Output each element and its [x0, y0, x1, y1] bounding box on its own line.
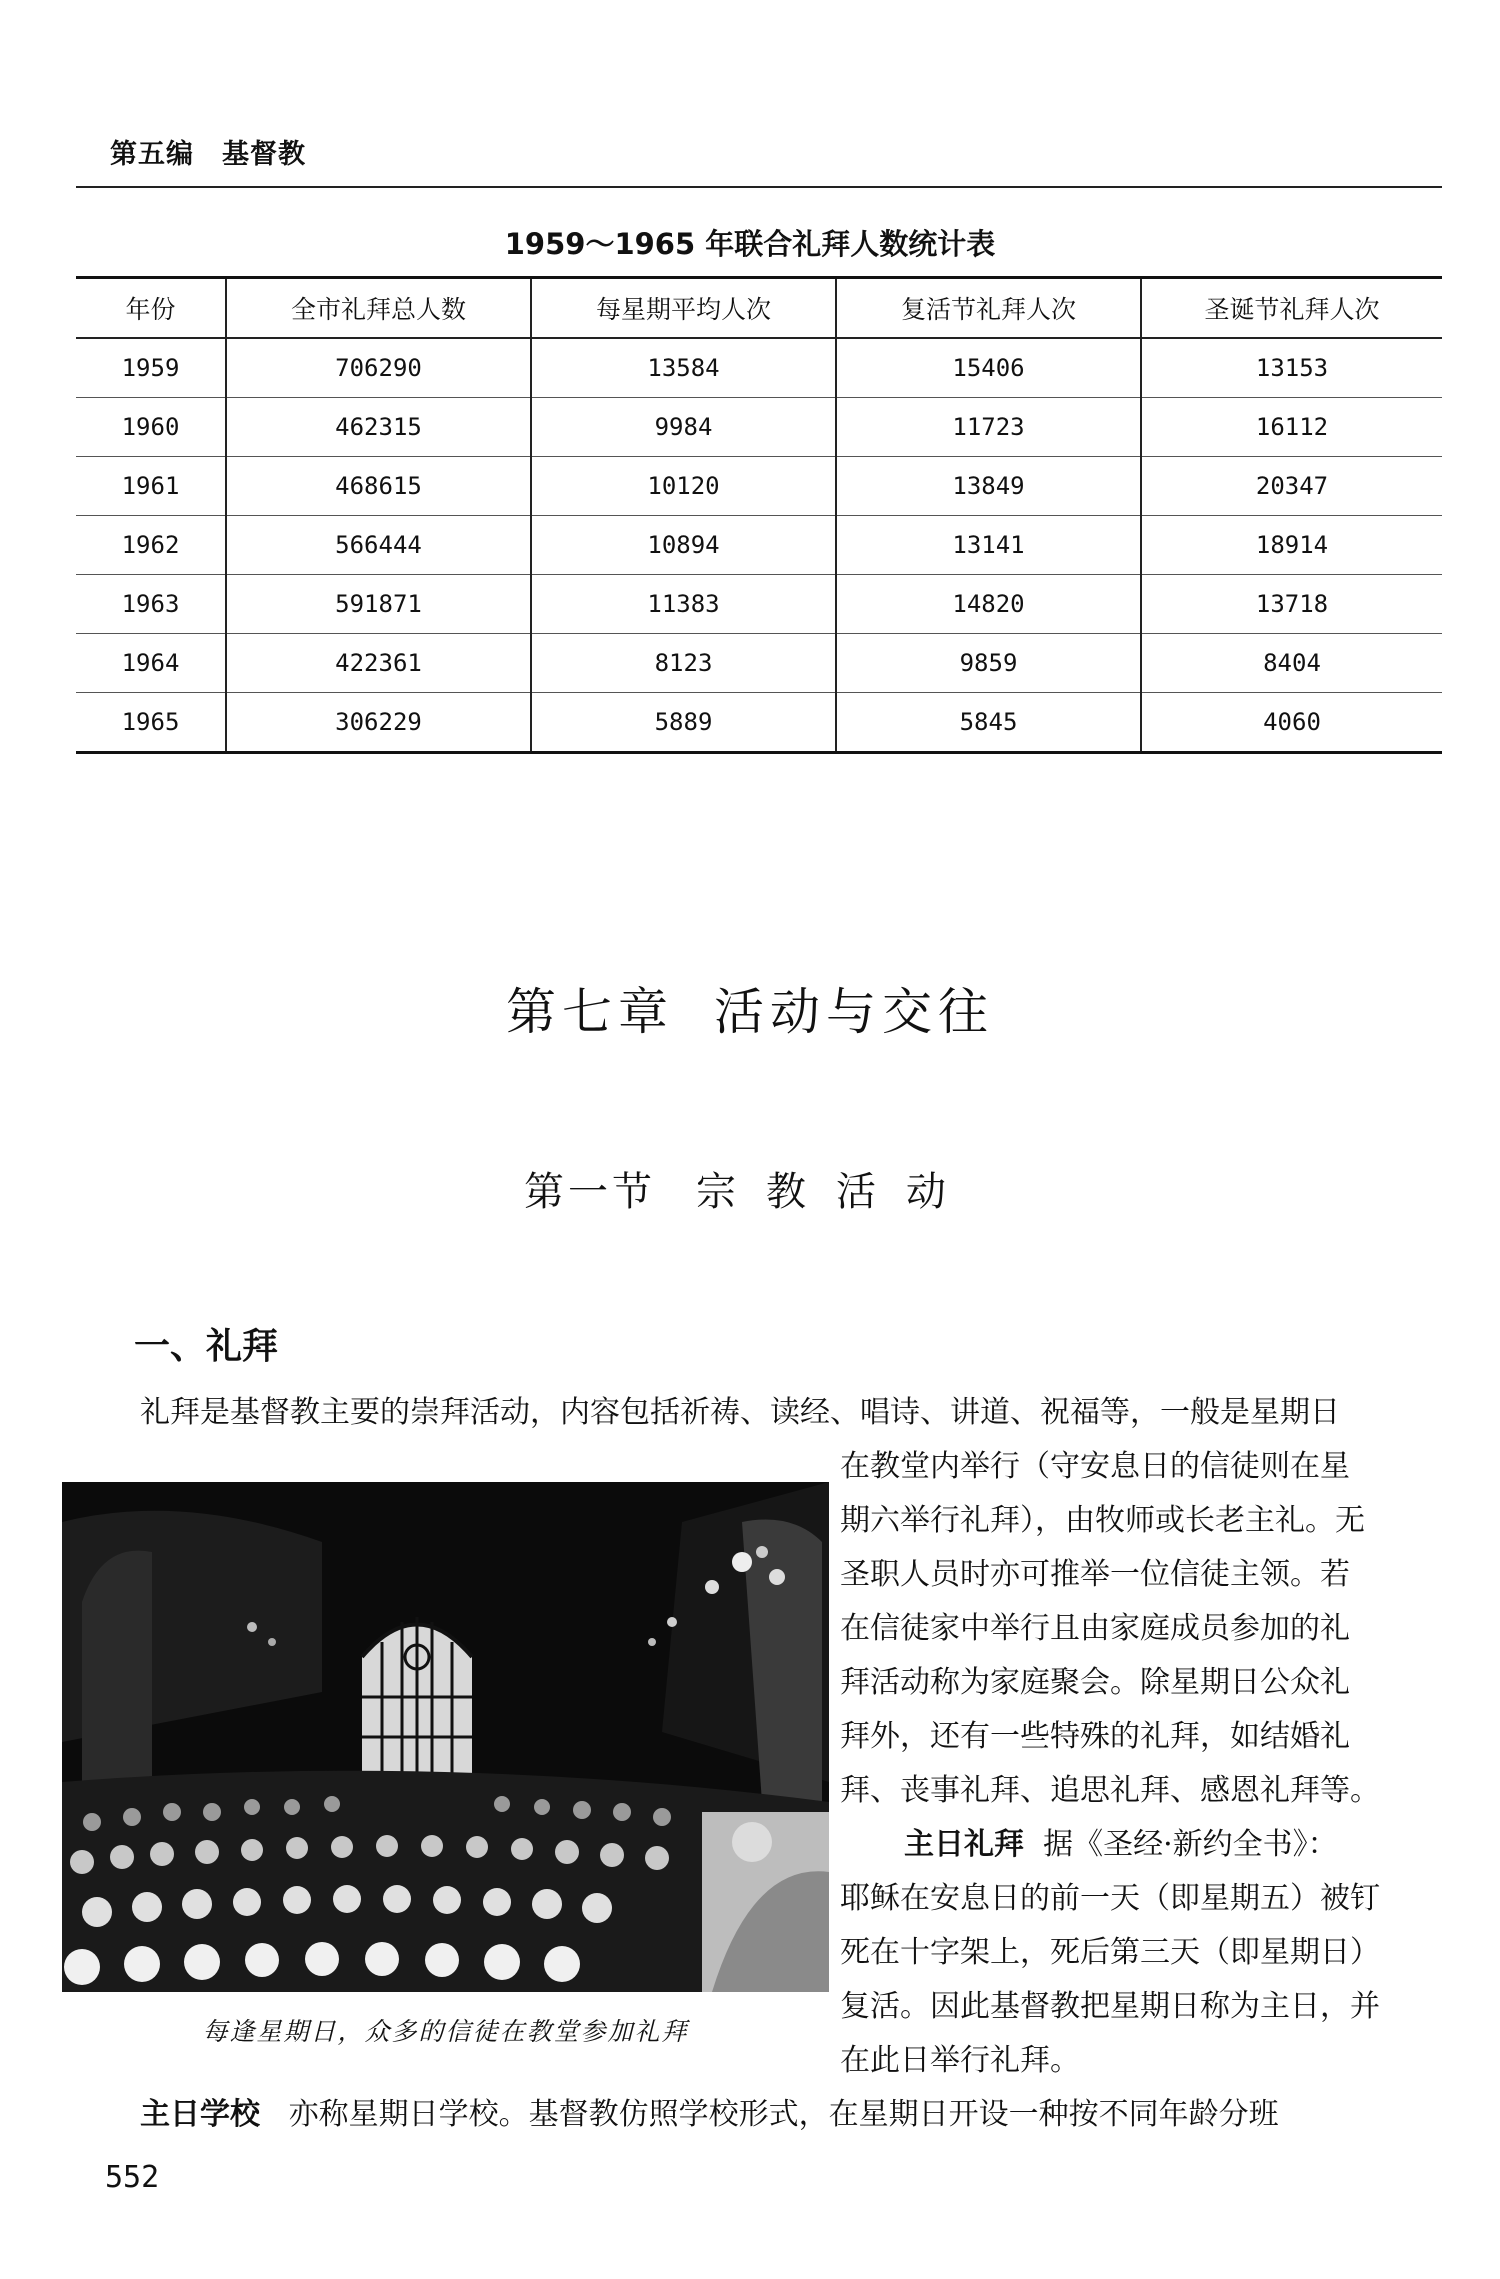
- cell-total: 706290: [226, 338, 531, 398]
- col-header-easter: 复活节礼拜人次: [836, 278, 1141, 339]
- table-row: [76, 516, 1442, 575]
- cell-easter: 9859: [836, 634, 1141, 693]
- paragraph-line: 在信徒家中举行且由家庭成员参加的礼: [840, 1611, 1350, 1646]
- col-header-weekly-average: 每星期平均人次: [531, 278, 836, 339]
- paragraph-line: 拜活动称为家庭聚会。除星期日公众礼: [840, 1665, 1350, 1700]
- paragraph-line: 拜外，还有一些特殊的礼拜，如结婚礼: [840, 1719, 1350, 1754]
- cell-weekly: 9984: [531, 398, 836, 457]
- cell-christmas: 16112: [1141, 398, 1442, 457]
- paragraph-line: 圣职人员时亦可推举一位信徒主领。若: [840, 1557, 1350, 1592]
- col-header-year: 年份: [76, 278, 226, 339]
- term-sunday-worship: 主日礼拜: [904, 1827, 1024, 1862]
- paragraph-line: 礼拜是基督教主要的崇拜活动，内容包括祈祷、读经、唱诗、讲道、祝福等，一般是星期日: [140, 1395, 1340, 1430]
- running-head-part: 第五编: [110, 139, 194, 170]
- cell-easter: 13141: [836, 516, 1141, 575]
- col-header-christmas: 圣诞节礼拜人次: [1141, 278, 1442, 339]
- church-worship-photo: [62, 1482, 829, 1992]
- table-row: [76, 693, 1442, 753]
- cell-total: 566444: [226, 516, 531, 575]
- cell-christmas: 13153: [1141, 338, 1442, 398]
- cell-year: 1963: [76, 575, 226, 634]
- table-row: [76, 338, 1442, 398]
- paragraph-line: 期六举行礼拜），由牧师或长老主礼。无: [840, 1503, 1365, 1538]
- term-sunday-school: 主日学校: [140, 2097, 260, 2132]
- cell-weekly: 5889: [531, 693, 836, 753]
- paragraph-line: 耶稣在安息日的前一天（即星期五）被钉: [840, 1881, 1380, 1916]
- col-header-total: 全市礼拜总人数: [226, 278, 531, 339]
- cell-year: 1964: [76, 634, 226, 693]
- cell-christmas: 20347: [1141, 457, 1442, 516]
- cell-year: 1962: [76, 516, 226, 575]
- cell-easter: 11723: [836, 398, 1141, 457]
- table-row: [76, 634, 1442, 693]
- cell-total: 462315: [226, 398, 531, 457]
- cell-christmas: 18914: [1141, 516, 1442, 575]
- subsection-heading: 一、礼拜: [134, 1326, 279, 1367]
- header-rule: [76, 186, 1442, 188]
- chapter-title: 活动与交往: [714, 983, 994, 1041]
- cell-year: 1965: [76, 693, 226, 753]
- cell-total: 591871: [226, 575, 531, 634]
- paragraph-line: 拜、丧事礼拜、追思礼拜、感恩礼拜等。: [840, 1773, 1380, 1808]
- photo-caption: 每逢星期日，众多的信徒在教堂参加礼拜: [202, 2017, 689, 2046]
- paragraph-line: [140, 2097, 1440, 2132]
- cell-year: 1959: [76, 338, 226, 398]
- cell-christmas: 13718: [1141, 575, 1442, 634]
- page-number: 552: [105, 2160, 160, 2195]
- paragraph-line: 在此日举行礼拜。: [840, 2043, 1080, 2078]
- cell-total: 468615: [226, 457, 531, 516]
- cell-weekly: 13584: [531, 338, 836, 398]
- paragraph-line: 复活。因此基督教把星期日称为主日，并: [840, 1989, 1380, 2024]
- cell-total: 422361: [226, 634, 531, 693]
- cell-weekly: 8123: [531, 634, 836, 693]
- cell-easter: 13849: [836, 457, 1141, 516]
- paragraph-text: 亦称星期日学校。基督教仿照学校形式，在星期日开设一种按不同年龄分班: [288, 2097, 1279, 2132]
- cell-year: 1961: [76, 457, 226, 516]
- cell-easter: 5845: [836, 693, 1141, 753]
- table-row: [76, 575, 1442, 634]
- table-header-row: [76, 278, 1442, 339]
- section-title: 宗教活动: [696, 1169, 976, 1215]
- section-heading: [0, 1160, 1500, 1217]
- table-row: [76, 457, 1442, 516]
- paragraph-text: 据《圣经·新约全书》：: [1043, 1827, 1338, 1862]
- cell-christmas: 8404: [1141, 634, 1442, 693]
- cell-christmas: 4060: [1141, 693, 1442, 753]
- cell-easter: 14820: [836, 575, 1141, 634]
- running-head-subject: 基督教: [222, 139, 306, 170]
- cell-weekly: 11383: [531, 575, 836, 634]
- paragraph-line: 死在十字架上，死后第三天（即星期日）: [840, 1935, 1380, 1970]
- paragraph-line: [840, 1827, 1442, 1862]
- table-title: 1959～1965 年联合礼拜人数统计表: [504, 227, 996, 261]
- table-row: [76, 398, 1442, 457]
- chapter-heading: [0, 972, 1500, 1044]
- cell-total: 306229: [226, 693, 531, 753]
- cell-easter: 15406: [836, 338, 1141, 398]
- paragraph-line: 在教堂内举行（守安息日的信徒则在星: [840, 1449, 1350, 1484]
- cell-weekly: 10120: [531, 457, 836, 516]
- section-number: 第一节: [524, 1169, 656, 1215]
- running-head: [110, 132, 306, 171]
- cell-weekly: 10894: [531, 516, 836, 575]
- chapter-number: 第七章: [506, 983, 674, 1041]
- worship-statistics-table: [76, 276, 1442, 754]
- cell-year: 1960: [76, 398, 226, 457]
